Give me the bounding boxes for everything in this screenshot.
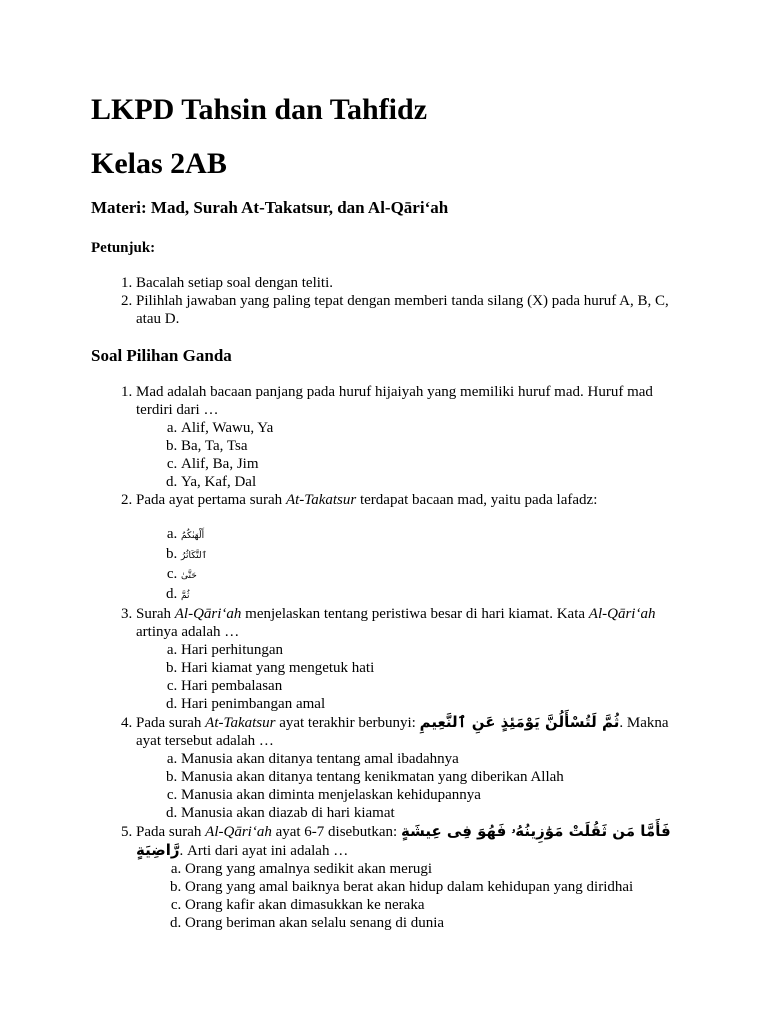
surah-name: Al-Qāri‘ah (588, 606, 656, 622)
surah-name: At-Takatsur (285, 492, 357, 508)
option-c: c. Orang kafir akan dimasukkan ke neraka (185, 896, 678, 914)
option-c: c. Hari pembalasan (181, 677, 678, 695)
question-text: terdapat bacaan mad, yaitu pada lafadz: (356, 492, 598, 508)
instruction-item: 2. Pilihlah jawaban yang paling tepat dengan memberi tanda silang (X) pada huruf A, B, C, atau D. (136, 292, 678, 328)
arabic-verse: ثُمَّ لَتُسْأَلُنَّ يَوْمَئِذٍ عَنِ ٱلنَّعِيمِ (419, 713, 620, 731)
option-d: d. Manusia akan diazab di hari kiamat (181, 804, 678, 822)
option-a: a. Alif, Wawu, Ya (181, 419, 678, 437)
options-list (136, 525, 678, 605)
question-text: ayat terakhir berbunyi: (275, 715, 420, 731)
questions-list (91, 383, 678, 932)
section-title: Soal Pilihan Ganda (91, 346, 232, 365)
option-a: a. Manusia akan ditanya tentang amal ibadahnya (181, 750, 678, 768)
class-title: Kelas 2AB (91, 147, 227, 180)
option-d (181, 585, 678, 605)
option-b: b. Ba, Ta, Tsa (181, 437, 678, 455)
arabic-word: ٱلتَّكَاثُرُ (181, 551, 207, 561)
arabic-word: حَتَّىٰ (181, 571, 197, 581)
question-text: . Makna ayat tersebut adalah … (136, 715, 669, 749)
option-c: c. Alif, Ba, Jim (181, 455, 678, 473)
option-d: d. Hari penimbangan amal (181, 695, 678, 713)
question-text: Surah (136, 606, 175, 622)
surah-name: Al-Qāri‘ah (205, 824, 272, 840)
instructions-list (91, 274, 678, 328)
question-text: . Arti dari ayat ini adalah … (179, 843, 349, 859)
question-4 (136, 713, 678, 822)
question-1 (136, 383, 678, 491)
option-b: b. Hari kiamat yang mengetuk hati (181, 659, 678, 677)
option-b: b. Orang yang amal baiknya berat akan hidup dalam kehidupan yang diridhai (185, 878, 678, 896)
options-list (136, 750, 678, 822)
arabic-verse: فَأَمَّا مَن ثَقُلَتْ مَوَٰزِينُهُۥ فَهُوَ فِى عِيشَةٍ رَّاضِيَةٍ (136, 822, 671, 859)
question-text: artinya adalah … (136, 624, 240, 640)
question-text: Mad adalah bacaan panjang pada huruf hijaiyah yang memiliki huruf mad. Huruf mad terdiri dari … (136, 384, 653, 418)
option-a (181, 525, 678, 545)
option-c: c. Manusia akan diminta menjelaskan kehidupannya (181, 786, 678, 804)
option-b (181, 545, 678, 565)
question-text: ayat 6-7 disebutkan: (271, 824, 401, 840)
option-a: a. Hari perhitungan (181, 641, 678, 659)
instruction-item: 1. Bacalah setiap soal dengan teliti. (136, 274, 678, 292)
surah-name: At-Takatsur (205, 715, 276, 731)
options-list (136, 419, 678, 491)
option-a: a. Orang yang amalnya sedikit akan merugi (185, 860, 678, 878)
materi-heading: Materi: Mad, Surah At-Takatsur, dan Al-Qāri‘ah (91, 198, 449, 217)
petunjuk-heading: Petunjuk: (91, 240, 156, 256)
question-5 (136, 822, 678, 932)
question-2 (136, 491, 678, 605)
page-title: LKPD Tahsin dan Tahfidz (91, 93, 428, 126)
question-text: menjelaskan tentang peristiwa besar di hari kiamat. Kata (241, 606, 589, 622)
arabic-word: أَلْهَىٰكُمُ (181, 531, 205, 541)
options-list (136, 641, 678, 713)
options-list (136, 860, 678, 932)
surah-name: Al-Qāri‘ah (174, 606, 242, 622)
option-c (181, 565, 678, 585)
question-3 (136, 605, 678, 713)
question-text: Pada ayat pertama surah (136, 492, 286, 508)
option-b: b. Manusia akan ditanya tentang kenikmatan yang diberikan Allah (181, 768, 678, 786)
option-d: d. Ya, Kaf, Dal (181, 473, 678, 491)
arabic-word: ثُمَّ (181, 591, 190, 601)
question-text: Pada surah (136, 715, 206, 731)
question-text: Pada surah (136, 824, 206, 840)
option-d: d. Orang beriman akan selalu senang di dunia (185, 914, 678, 932)
